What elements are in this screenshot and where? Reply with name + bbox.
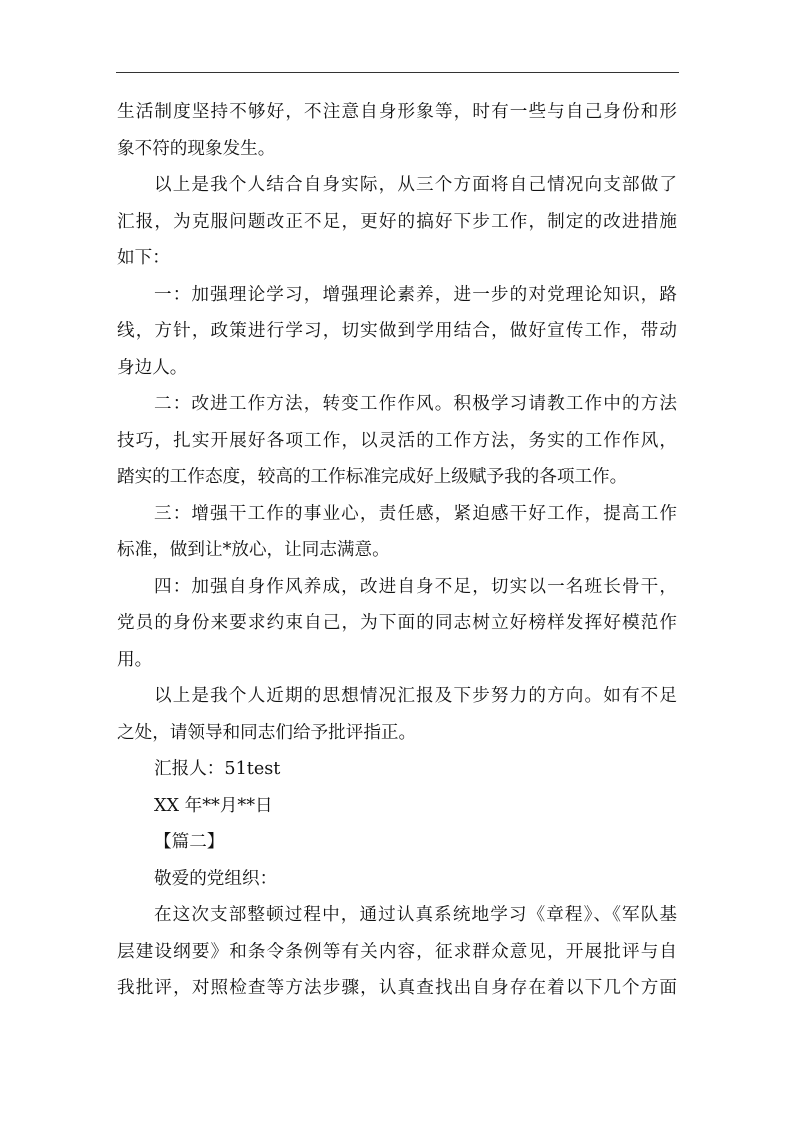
section-heading: 【篇二】 bbox=[154, 832, 225, 852]
header-rule bbox=[116, 72, 679, 73]
text-line: 之处，请领导和同志们给予批评指正。 bbox=[117, 722, 417, 743]
text-line: 汇报，为克服问题改正不足，更好的搞好下步工作，制定的改进措施 bbox=[117, 211, 677, 232]
text-line: 层建设纲要》和条令条例等有关内容，征求群众意见，开展批评与自 bbox=[117, 941, 677, 962]
text-line: 一：加强理论学习，增强理论素养，进一步的对党理论知识，路 bbox=[154, 284, 677, 305]
text-line: 标准，做到让*放心，让同志满意。 bbox=[117, 540, 390, 560]
text-line: 以上是我个人近期的思想情况汇报及下步努力的方向。如有不足 bbox=[154, 686, 677, 706]
text-line: 如下： bbox=[117, 248, 170, 268]
text-line: 踏实的工作态度，较高的工作标准完成好上级赋予我的各项工作。 bbox=[117, 467, 628, 487]
text-line: 党员的身份来要求约束自己，为下面的同志树立好榜样发挥好模范作 bbox=[117, 613, 677, 633]
salutation: 敬爱的党组织： bbox=[154, 868, 278, 889]
date-line: XX 年**月**日 bbox=[154, 795, 273, 816]
text-line: 线，方针，政策进行学习，切实做到学用结合，做好宣传工作，带动 bbox=[117, 321, 677, 341]
signature-line: 汇报人：51test bbox=[154, 759, 281, 779]
text-line: 四：加强自身作风养成，改进自身不足，切实以一名班长骨干， bbox=[154, 576, 677, 597]
text-line: 技巧，扎实开展好各项工作，以灵活的工作方法，务实的工作作风， bbox=[117, 430, 677, 451]
text-line: 生活制度坚持不够好，不注意自身形象等，时有一些与自己身份和形 bbox=[117, 102, 677, 122]
document-body bbox=[117, 94, 677, 1007]
text-line: 三：增强干工作的事业心，责任感，紧迫感干好工作，提高工作 bbox=[154, 503, 677, 524]
text-line: 用。 bbox=[117, 649, 153, 670]
text-line: 我批评，对照检查等方法步骤，认真查找出自身存在着以下几个方面 bbox=[117, 978, 677, 998]
text-line: 在这次支部整顿过程中，通过认真系统地学习《章程》、《军队基 bbox=[154, 905, 677, 925]
text-line: 象不符的现象发生。 bbox=[117, 138, 276, 159]
text-line: 二：改进工作方法，转变工作作风。积极学习请教工作中的方法 bbox=[154, 394, 677, 414]
text-line: 身边人。 bbox=[117, 357, 188, 378]
text-line: 以上是我个人结合自身实际，从三个方面将自己情况向支部做了 bbox=[154, 175, 677, 195]
